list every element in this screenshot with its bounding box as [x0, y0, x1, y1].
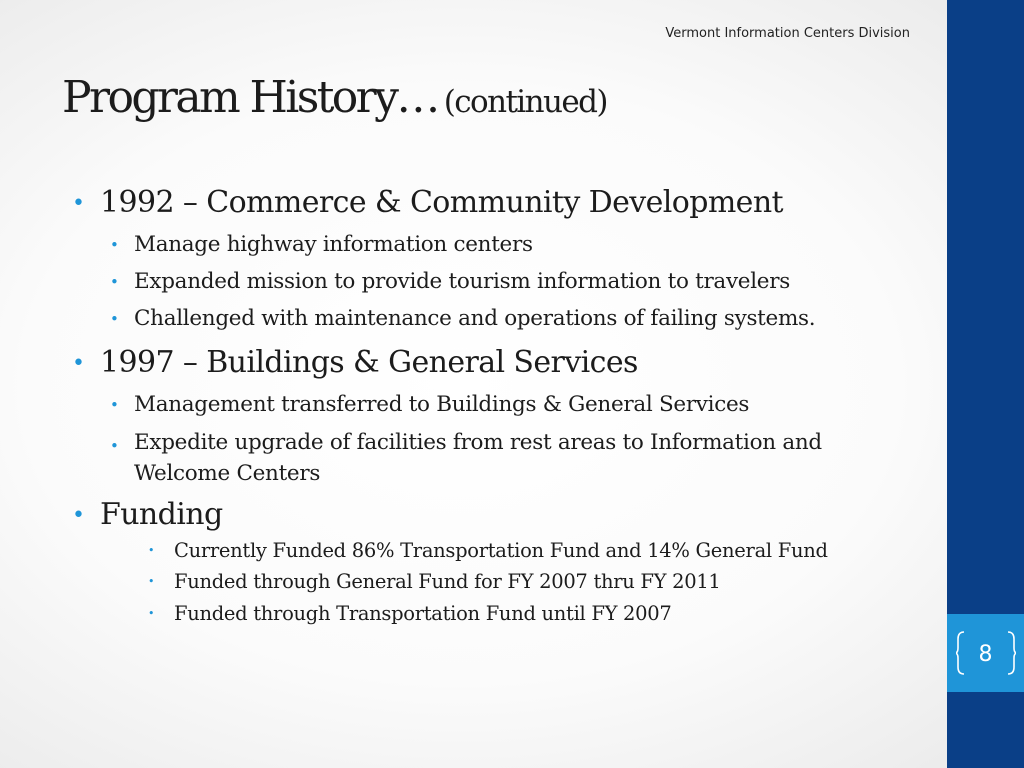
list-item — [110, 269, 790, 294]
bullet-dot-icon: • — [148, 575, 155, 588]
list-item-text: Expanded mission to provide tourism information to travelers — [134, 269, 790, 294]
list-item — [110, 306, 816, 331]
page-number: 8 — [978, 642, 993, 667]
section-heading-text: Funding — [100, 497, 223, 532]
list-item-text: Funded through Transportation Fund until FY 2007 — [174, 602, 672, 625]
bullet-dot-icon: • — [110, 396, 119, 414]
bullet-dot-icon: • — [148, 607, 155, 620]
list-item — [148, 570, 721, 593]
bullet-dot-icon: • — [110, 437, 119, 455]
title-subtitle: (continued) — [443, 84, 607, 120]
bullet-dot-icon: • — [110, 273, 119, 291]
title-main: Program History… — [62, 72, 438, 123]
section-heading-text: 1997 – Buildings & General Services — [100, 345, 638, 380]
list-item-text: Expedite upgrade of facilities from rest areas to Information and Welcome Centers — [134, 430, 822, 486]
section-heading — [72, 497, 223, 532]
bullet-dot-icon: • — [72, 191, 85, 216]
section-heading — [72, 185, 783, 220]
section-heading-text: 1992 – Commerce & Community Development — [100, 185, 783, 220]
bullet-dot-icon: • — [72, 503, 85, 528]
list-item — [148, 602, 672, 625]
list-item-text: Funded through General Fund for FY 2007 thru FY 2011 — [174, 570, 721, 593]
bullet-dot-icon: • — [110, 236, 119, 254]
section-heading — [72, 345, 638, 380]
bullet-dot-icon: • — [72, 351, 85, 376]
list-item — [148, 539, 828, 562]
list-item-text: Manage highway information centers — [134, 232, 533, 257]
list-item — [110, 392, 750, 417]
list-item — [110, 427, 874, 489]
list-item-text: Management transferred to Buildings & General Services — [134, 392, 750, 417]
slide-title — [62, 72, 607, 123]
list-item-text: Currently Funded 86% Transportation Fund and 14% General Fund — [174, 539, 828, 562]
organization-header: Vermont Information Centers Division — [665, 26, 910, 41]
bullet-dot-icon: • — [110, 310, 119, 328]
list-item-text: Challenged with maintenance and operations of failing systems. — [134, 306, 816, 331]
list-item — [110, 232, 533, 257]
bullet-dot-icon: • — [148, 544, 155, 557]
